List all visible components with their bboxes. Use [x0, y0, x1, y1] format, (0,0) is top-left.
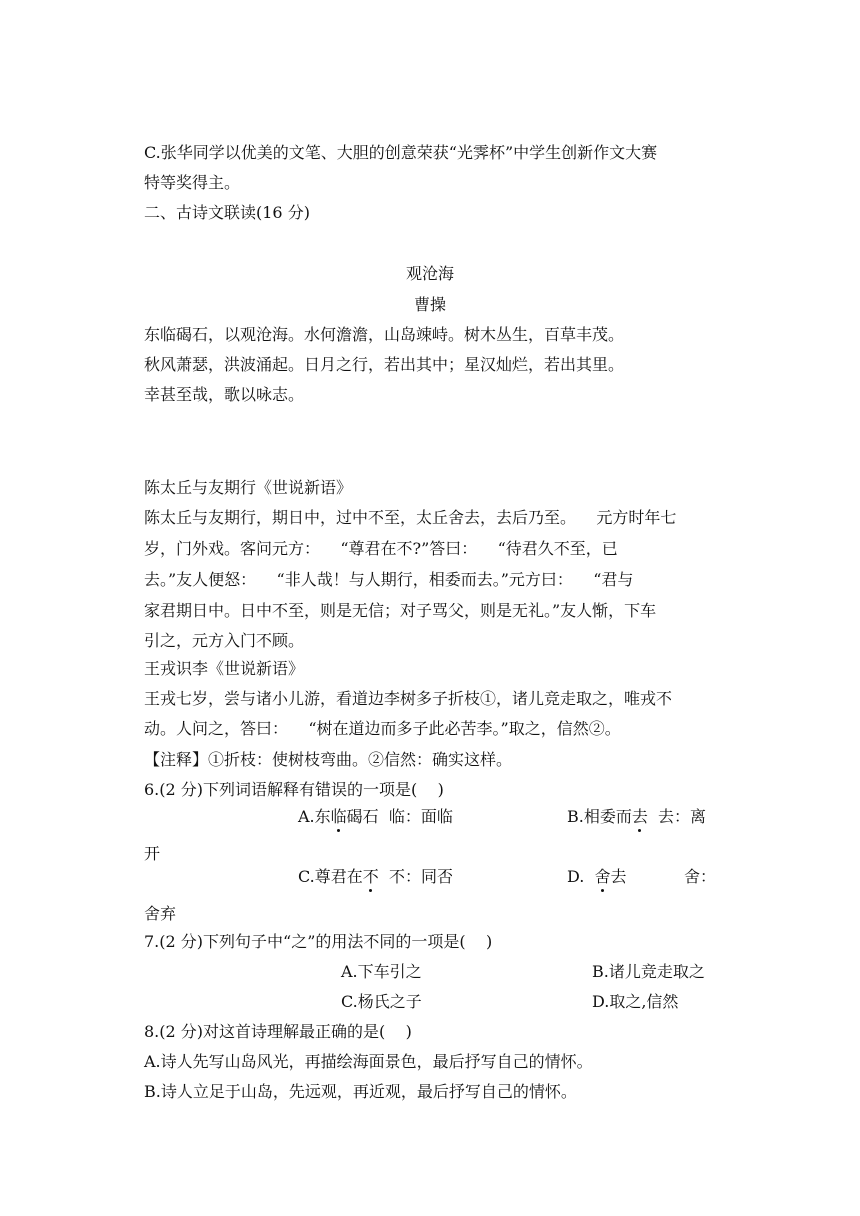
q6-b-pre: B.相委而: [567, 807, 632, 826]
q6-a-pre: A.东: [298, 807, 331, 826]
text1-line-2: 岁，门外戏。客问元方： “尊君在不?”答曰： “待君久不至，已: [144, 539, 618, 558]
q7-option-d: D.取之,信然: [592, 992, 679, 1011]
text2-line-1: 王戎七岁，尝与诸小儿游，看道边李树多子折枝①，诸儿竞走取之，唯戎不: [144, 689, 673, 708]
q6-option-b: [567, 807, 706, 827]
q6-a-dotted-char: 临: [330, 807, 347, 826]
q6-c-pre: C.尊君在: [298, 867, 363, 886]
q8-option-b: B.诗人立足于山岛，先远观，再近观，最后抒写自己的情怀。: [144, 1082, 577, 1101]
section-heading: 二、古诗文联读(16 分): [144, 203, 310, 222]
q6-stem: 6.(2 分)下列词语解释有错误的一项是( ): [144, 780, 444, 799]
text1-line-5: 引之，元方入门不顾。: [144, 631, 305, 650]
text2-line-2: 动。人问之，答曰： “树在道边而多子此必苦李。”取之，信然②。: [144, 719, 621, 738]
q6-option-d-wrap: 舍弃: [144, 904, 177, 923]
poem-line-3: 幸甚至哉，歌以咏志。: [144, 385, 305, 404]
q6-c-dotted-char: 不: [362, 867, 379, 886]
q6-option-d-gloss: 舍：: [684, 867, 717, 886]
poem-author: 曹操: [413, 295, 446, 314]
q6-c-post: 不：同否: [378, 867, 453, 886]
q6-option-c: [298, 867, 453, 887]
q8-stem: 8.(2 分)对这首诗理解最正确的是( ): [144, 1022, 412, 1041]
text1-title: 陈太丘与友期行《世说新语》: [144, 478, 353, 497]
poem-line-1: 东临碣石，以观沧海。水何澹澹，山岛竦峙。树木丛生，百草丰茂。: [144, 325, 625, 344]
text1-line-4: 家君期日中。日中不至，则是无信；对子骂父，则是无礼。”友人惭，下车: [144, 601, 657, 620]
q7-option-a: A.下车引之: [341, 962, 422, 981]
q6-d-post: 去: [610, 867, 627, 886]
poem-title: 观沧海: [405, 264, 454, 283]
q6-a-post: 碣石 临：面临: [346, 807, 453, 826]
q6-d-dotted-char: 舍: [594, 867, 611, 886]
item-c-line-2: 特等奖得主。: [144, 173, 241, 192]
poem-line-2: 秋风萧瑟，洪波涌起。日月之行，若出其中；星汉灿烂，若出其里。: [144, 355, 625, 374]
q8-option-a: A.诗人先写山岛风光，再描绘海面景色，最后抒写自己的情怀。: [144, 1052, 593, 1071]
q6-option-a: [298, 807, 453, 827]
text1-line-1: 陈太丘与友期行，期日中，过中不至，太丘舍去，去后乃至。 元方时年七: [144, 508, 677, 527]
q6-b-post: 去：离: [647, 807, 707, 826]
q6-option-d: [567, 867, 627, 887]
q7-option-b: B.诸儿竞走取之: [592, 962, 705, 981]
text2-note: 【注释】①折枝：使树枝弯曲。②信然：确实这样。: [144, 750, 513, 769]
item-c-line-1: C.张华同学以优美的文笔、大胆的创意荣获“光霁杯”中学生创新作文大赛: [144, 143, 658, 162]
q6-b-dotted-char: 去: [631, 807, 648, 826]
q6-option-b-wrap: 开: [144, 844, 161, 863]
q6-d-pre: D.: [567, 867, 595, 886]
text1-line-3: 去。”友人便怒： “非人哉！与人期行，相委而去。”元方曰： “君与: [144, 570, 634, 589]
q7-stem: 7.(2 分)下列句子中“之”的用法不同的一项是( ): [144, 932, 493, 951]
text2-title: 王戎识李《世说新语》: [144, 659, 305, 678]
q7-option-c: C.杨氏之子: [341, 992, 422, 1011]
